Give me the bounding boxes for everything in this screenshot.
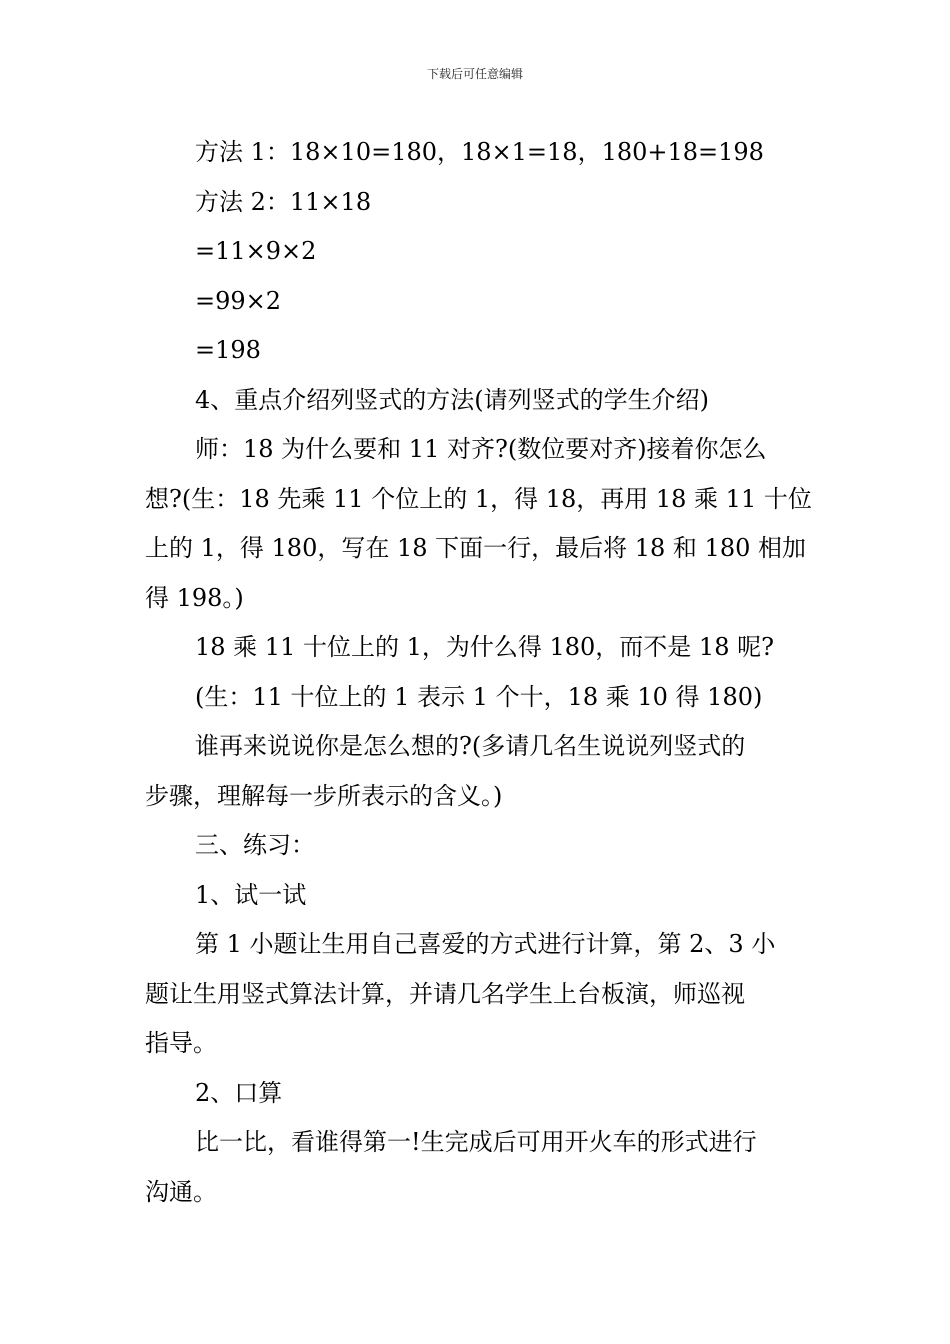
document-body xyxy=(145,128,810,1217)
paragraph-line: 题让生用竖式算法计算，并请几名学生上台板演，师巡视 xyxy=(145,979,745,1008)
method-1-line: 方法 1：18×10=180，18×1=18，180+18=198 xyxy=(195,138,764,166)
equation-result: =198 xyxy=(195,336,261,364)
paragraph-line: 18 乘 11 十位上的 1，为什么得 180，而不是 18 呢? xyxy=(195,633,774,661)
method-2-line: 方法 2：11×18 xyxy=(195,187,372,216)
equation-step-1: =11×9×2 xyxy=(195,237,317,265)
paragraph-line: (生：11 十位上的 1 表示 1 个十，18 乘 10 得 180) xyxy=(195,682,763,711)
section-heading-vertical-method: 4、重点介绍列竖式的方法(请列竖式的学生介绍) xyxy=(195,385,709,414)
subheading-mental-math: 2、口算 xyxy=(195,1078,283,1107)
paragraph-line: 师：18 为什么要和 11 对齐?(数位要对齐)接着你怎么 xyxy=(195,435,767,463)
paragraph-line: 上的 1，得 180，写在 18 下面一行，最后将 18 和 180 相加 xyxy=(145,534,806,562)
equation-step-2: =99×2 xyxy=(195,286,282,315)
paragraph-line: 得 198。) xyxy=(145,583,244,612)
paragraph-line: 谁再来说说你是怎么想的?(多请几名生说说列竖式的 xyxy=(195,732,746,760)
paragraph-line: 想?(生：18 先乘 11 个位上的 1，得 18，再用 18 乘 11 十位 xyxy=(145,484,812,513)
page-header: 下载后可任意编辑 xyxy=(426,67,523,81)
subheading-try: 1、试一试 xyxy=(195,880,307,909)
paragraph-line: 步骤，理解每一步所表示的含义。) xyxy=(145,781,503,810)
section-heading-practice: 三、练习： xyxy=(195,831,315,859)
paragraph-line: 第 1 小题让生用自己喜爱的方式进行计算，第 2、3 小 xyxy=(195,930,776,958)
paragraph-line: 沟通。 xyxy=(145,1177,217,1206)
paragraph-line: 指导。 xyxy=(145,1029,217,1057)
paragraph-line: 比一比，看谁得第一!生完成后可用开火车的形式进行 xyxy=(195,1128,757,1156)
